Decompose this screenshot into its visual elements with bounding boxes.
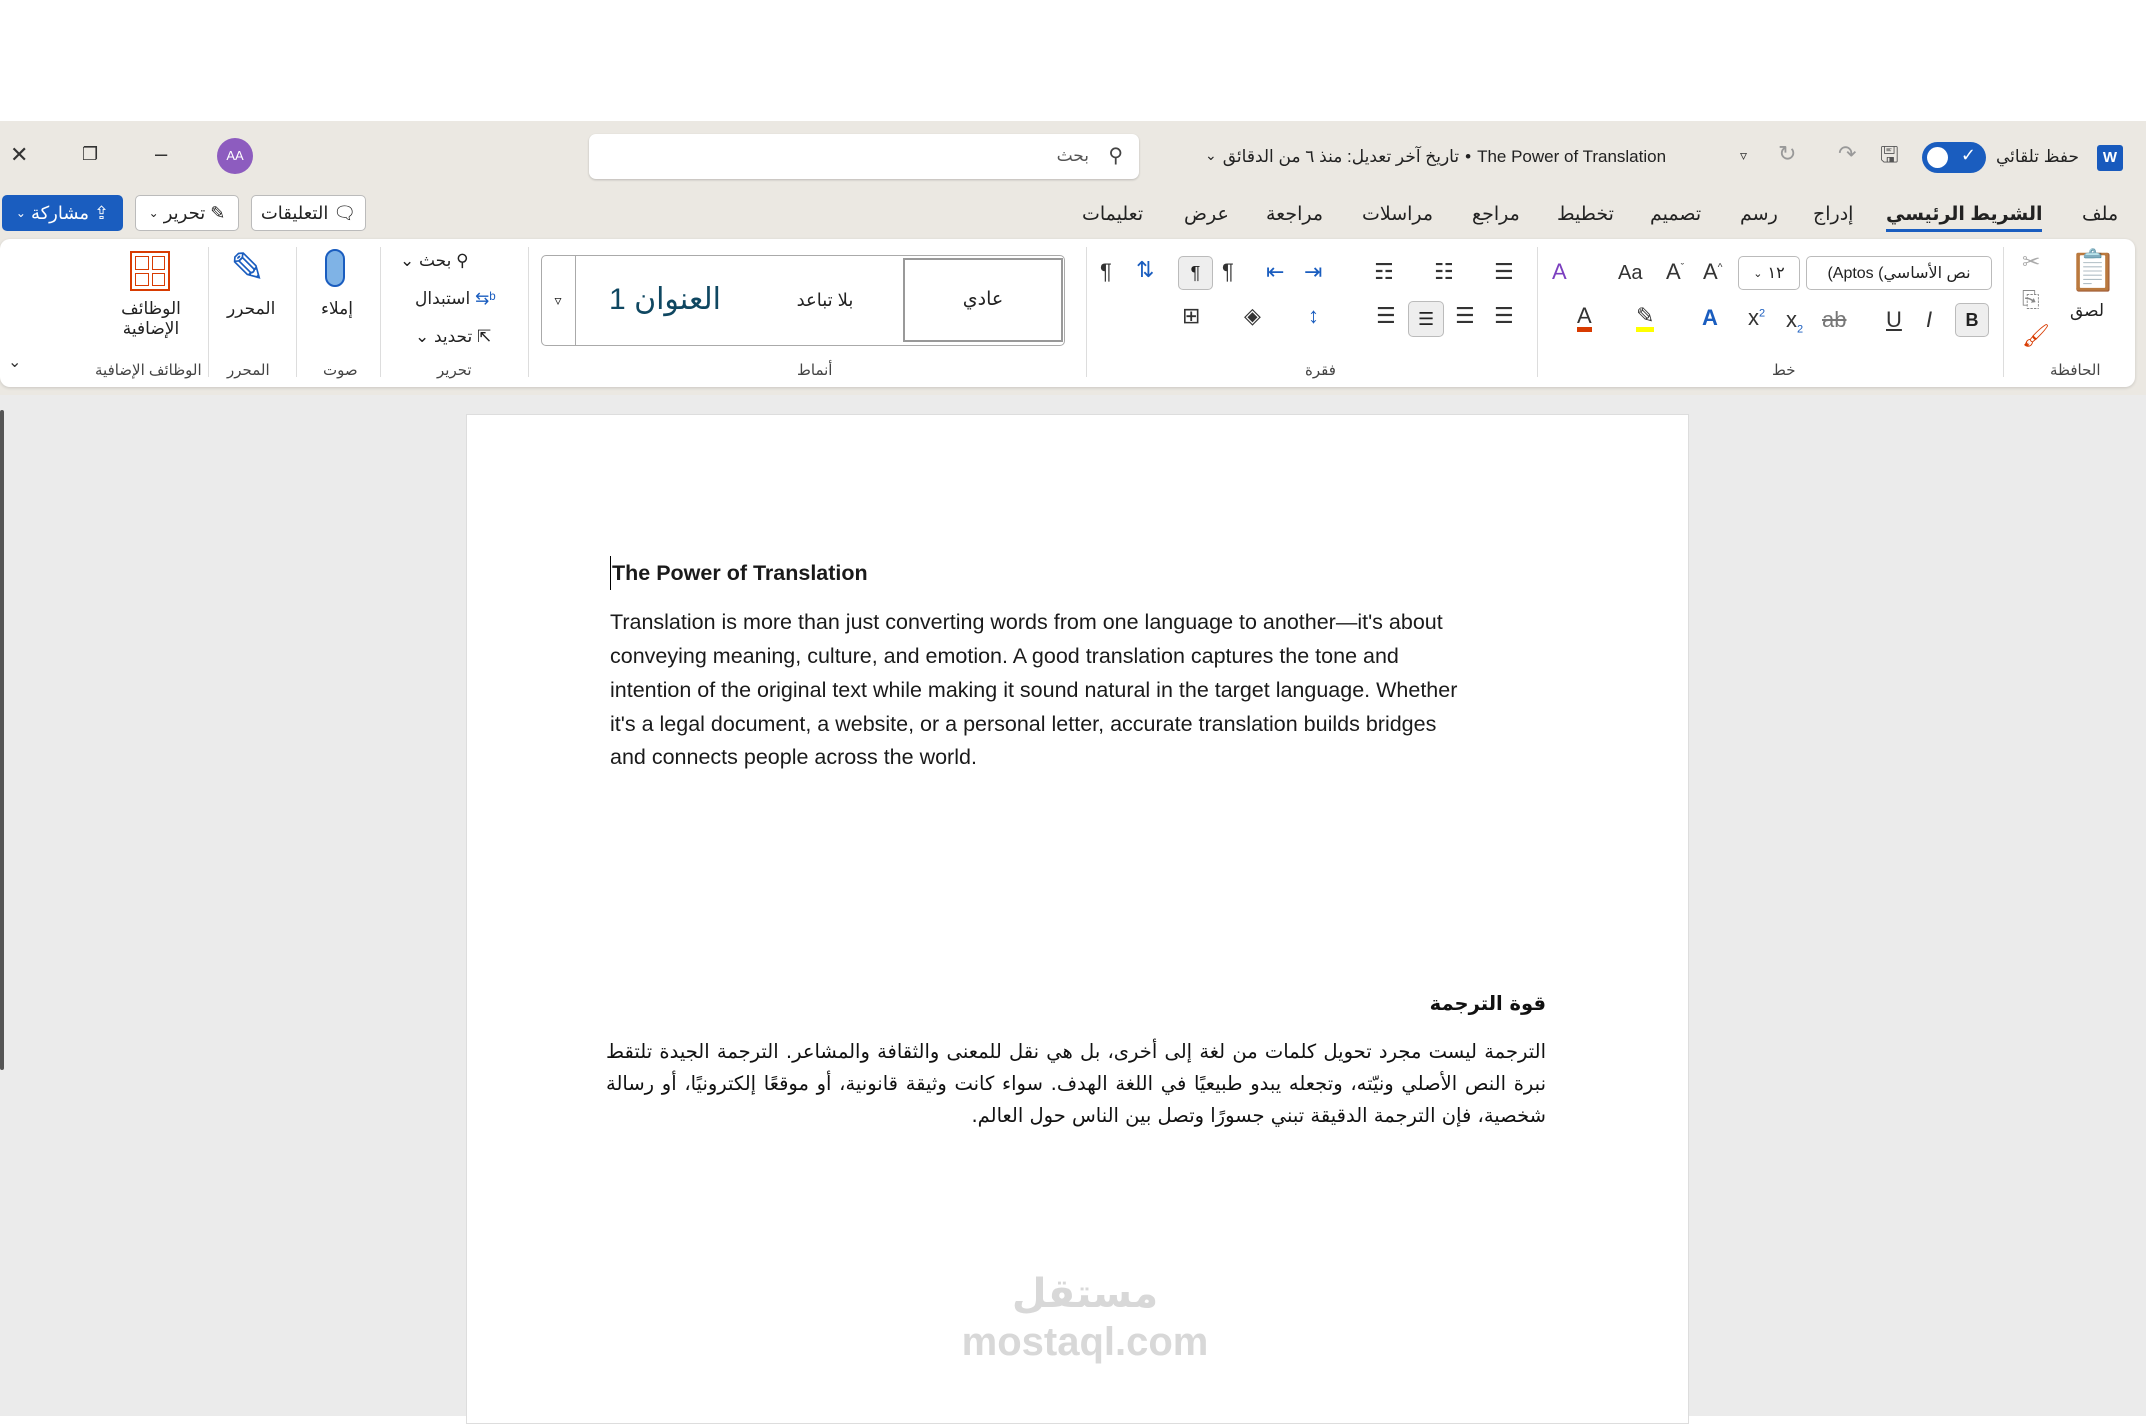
ltr-icon[interactable]: ¶ [1222,259,1234,284]
minimize-icon[interactable]: – [155,141,168,166]
find-label: بحث [418,251,452,270]
tab-help[interactable]: تعليمات [1082,204,1144,225]
tab-references[interactable]: مراجع [1472,204,1520,225]
tab-mailings[interactable]: مراسلات [1362,204,1434,225]
scrollbar[interactable] [0,410,4,1070]
redo-icon[interactable]: ↷ [1838,141,1857,166]
shrink-font-icon[interactable]: $A^ˇ$ [1666,259,1685,284]
paste-icon[interactable]: 📋 [2068,249,2118,293]
tab-layout[interactable]: تخطيط [1557,204,1614,225]
rtl-button[interactable]: ¶ [1178,256,1213,290]
ribbon [0,239,2135,387]
font-size-select[interactable] [1738,256,1800,290]
paste-label[interactable]: لصق [2070,301,2105,320]
clear-formatting-icon[interactable]: A [1552,259,1567,284]
divider [528,247,529,377]
select-label: تحديد [433,327,473,346]
divider [1086,247,1087,377]
tab-view[interactable]: عرض [1184,204,1229,225]
chevron-down-icon: ⌄ [15,206,26,220]
styles-more-button[interactable]: ▿ [541,255,576,346]
watermark-text: مستقل mostaql.com [961,1272,1209,1364]
microphone-icon[interactable] [325,249,345,287]
superscript-icon[interactable]: $x^2$ [1748,305,1766,330]
grow-font-icon[interactable]: A^ [1703,259,1723,284]
group-paragraph: فقرة [1305,362,1336,379]
pencil-icon: ✎ [210,202,226,223]
change-case-icon[interactable]: Aa [1618,262,1643,284]
copy-icon[interactable]: ⎘ [2022,287,2040,312]
sort-icon[interactable]: ⇅ [1136,257,1155,282]
numbering-icon[interactable]: ☷ [1434,259,1454,284]
group-addins: الوظائف الإضافية [95,362,202,379]
divider [2003,247,2004,377]
save-icon[interactable]: 🖫 [1880,142,1899,167]
tab-home[interactable]: الشريط الرئيسي [1886,203,2042,232]
group-font: خط [1772,362,1796,379]
bold-button[interactable]: B [1955,303,1989,337]
search-placeholder: بحث [1056,146,1089,165]
title-separator: • [1465,147,1472,166]
increase-indent-icon[interactable]: ⇥ [1304,259,1323,284]
line-spacing-icon[interactable]: ↕ [1308,303,1319,328]
editor-pen-icon[interactable]: ✎ [230,244,266,291]
tab-insert[interactable]: إدراج [1813,204,1854,225]
replace-button[interactable] [415,289,496,309]
last-modified: تاريخ آخر تعديل: منذ ٦ من الدقائق [1222,147,1460,166]
style-normal[interactable]: عادي [903,258,1063,342]
divider [208,247,209,377]
highlight-icon[interactable]: ✎ [1636,305,1654,332]
cut-icon[interactable]: ✂ [2022,249,2041,274]
search-icon: ⚲ [1108,145,1123,167]
share-button[interactable] [2,195,123,231]
english-line: it's a legal document, a website, or a personal letter, accurate translation builds bridges [610,712,1437,736]
share-icon: ⇪ [94,202,110,223]
comments-button[interactable] [251,195,366,231]
tab-file[interactable]: ملف [2082,204,2119,225]
align-right-icon[interactable]: ☰ [1494,303,1514,328]
group-voice: صوت [323,362,358,379]
collapse-ribbon-icon[interactable]: ⌄ [8,354,22,371]
divider [380,247,381,377]
align-left-button[interactable]: ☰ [1408,301,1444,337]
autosave-toggle[interactable]: ✓ [1922,142,1986,173]
replace-label: استبدال [415,289,471,308]
font-name-select[interactable] [1806,256,1992,290]
addins-icon[interactable] [130,251,170,291]
editing-mode-button[interactable] [135,195,239,231]
watermark [940,1270,1230,1366]
shading-icon[interactable]: ◈ [1244,303,1261,328]
undo-icon[interactable]: ↻ [1778,141,1797,166]
avatar[interactable]: AA [217,138,253,174]
chevron-down-icon: ⌄ [1753,267,1763,280]
autosave-label: حفظ تلقائي [1996,147,2080,166]
tab-review[interactable]: مراجعة [1266,204,1324,225]
multilevel-list-icon[interactable]: ☶ [1374,259,1394,284]
tab-design[interactable]: تصميم [1650,204,1702,225]
english-line: conveying meaning, culture, and emotion. A good translation captures the tone and [610,644,1399,668]
text-effects-icon[interactable]: A [1702,305,1718,330]
editing-label: تحرير [163,202,206,223]
document-title[interactable] [1205,147,1666,167]
subscript-icon[interactable]: $x_2$ [1786,307,1804,336]
editor-label[interactable]: المحرر [227,299,276,318]
search-input[interactable] [589,134,1139,179]
tab-draw[interactable]: رسم [1740,204,1778,225]
style-heading-1[interactable]: العنوان 1 [609,283,721,316]
format-painter-icon[interactable]: 🖌 [2022,323,2050,348]
font-name: نص الأساسي) Aptos) [1827,265,1971,282]
group-clipboard: الحافظة [2050,362,2101,379]
align-center-icon[interactable]: ☰ [1455,303,1475,328]
customize-qat-icon[interactable]: ▿ [1740,147,1748,163]
show-marks-icon[interactable]: ¶ [1100,259,1112,284]
font-size: ١٢ [1767,265,1785,282]
english-line: Translation is more than just converting words from one language to another—it's about [610,610,1443,634]
font-color-icon[interactable]: A [1577,305,1592,332]
cursor-icon: ⇱ [472,327,492,346]
borders-icon[interactable]: ⊞ [1182,303,1201,328]
find-button[interactable]: ⚲ بحث ⌄ [400,251,469,270]
word-icon: W [2097,145,2123,171]
comment-icon: 🗨 [333,202,357,223]
group-editing: تحرير [437,362,472,379]
underline-icon[interactable]: U [1886,307,1902,332]
english-line: and connects people across the world. [610,745,977,769]
bullets-icon[interactable]: ☰ [1494,259,1514,284]
style-no-spacing[interactable]: بلا تباعد [796,290,854,310]
comments-label: التعليقات [260,202,329,223]
dictate-label[interactable]: إملاء [321,299,353,318]
chevron-down-icon: ⌄ [1205,147,1217,163]
italic-icon[interactable]: I [1926,307,1933,332]
group-editor: المحرر [227,362,270,379]
close-icon[interactable]: ✕ [10,142,29,167]
decrease-indent-icon[interactable]: ⇤ [1266,259,1285,284]
english-line: intention of the original text while making it sound natural in the target language. Whether [610,678,1458,702]
group-styles: أنماط [797,362,833,379]
strikethrough-icon[interactable]: ab [1822,307,1847,332]
search-icon: ⚲ [451,251,469,270]
share-label: مشاركة [30,202,90,223]
doc-title-text: The Power of Translation [1477,147,1667,166]
chevron-down-icon: ⌄ [148,206,159,220]
justify-icon[interactable]: ☰ [1376,303,1396,328]
english-title: The Power of Translation [610,556,1540,590]
arabic-body: الترجمة ليست مجرد تحويل كلمات من لغة إلى أخرى، بل هي نقل للمعنى والثقافة والمشاعر. الترجمة الجيدة تلتقط نبرة النص الأصلي ونيّته، وتجعله يبدو طبيعيًا في اللغة الهدف. سواء كانت وثيقة قانونية، أو موقعًا إلكترونيًا، أو رسالة شخصية، فإن الترجمة الدقيقة تبني جسورًا وتصل بين الناس حول العالم. [606,1040,1546,1127]
select-button[interactable]: ⇱ تحديد ⌄ [415,327,492,346]
arabic-title: قوة الترجمة [1429,992,1546,1015]
replace-icon: ᵇ⇆ [470,289,496,308]
divider [296,247,297,377]
restore-icon[interactable]: ❐ [82,144,99,164]
divider [1537,247,1538,377]
addins-label[interactable]: الوظائف الإضافية [121,299,181,338]
